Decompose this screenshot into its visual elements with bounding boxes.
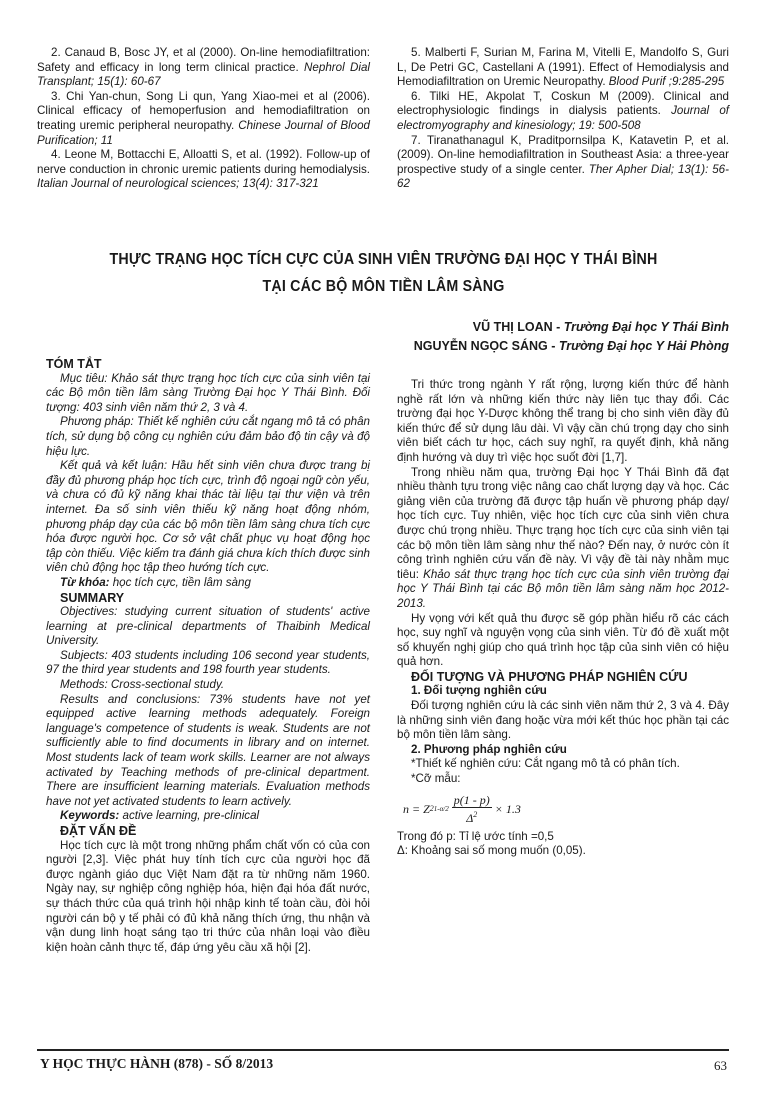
intro-paragraph-1: Học tích cực là một trong những phẩm chất vốn có của con người [2,3]. Việc phát huy tính tích cực của người học đã được ngành giáo dục Việt Nam đặt ra từ những năm 1960. Ngày nay, sự nghiệp công nghiệp hóa, hiện đại hóa đất nước, sự thách thức của quá trình hội nhập kinh tế toàn cầu, đòi hỏi người cán bộ y tế phải có đủ khả năng thích ứng, thu nhận và vận dung linh hoạt sáng tạo tri thức của nhân loại vào điều kiện hoàn cảnh thực tế, đáp ứng yêu cầu xã hội [2].: [46, 838, 370, 954]
summary-subjects: Subjects: 403 students including 106 second year students, 97 the third year students and 198 fourth year students.: [46, 648, 370, 677]
methods-design: *Thiết kế nghiên cứu: Cắt ngang mô tả có phân tích.: [411, 757, 680, 771]
formula-fraction: $\frac{p(1 - p)}{\Delta^2}$: [453, 792, 490, 826]
footer-journal-name: Y HỌC THỰC HÀNH (878) - SỐ 8/2013: [40, 1056, 274, 1071]
reference-item: 4. Leone M, Bottacchi E, Alloatti S, et al. (1992). Follow-up of nerve conduction in chronic uremic patients during hemodialysis. Italian Journal of neurological sciences; 13(4): 317-321: [37, 148, 370, 191]
abstract-keywords: Từ khóa: học tích cực, tiền lâm sàng: [60, 575, 251, 589]
methods-sample: *Cỡ mẫu:: [411, 772, 461, 786]
reference-item: 5. Malberti F, Surian M, Farina M, Vitelli E, Mandolfo S, Guri L, De Petri GC, Castellani A (1991). Effect of Hemodialysis and Hemodiafiltration on Uremic Neuropathy. Blood Purif ;9:285-295: [397, 46, 729, 89]
intro-paragraph-4: Hy vọng với kết quả thu được sẽ góp phần hiểu rõ các cách học, suy nghĩ và nguyện vọng của sinh viên. Từ đó đề xuất một số khuyến nghị giúp cho quá trình học tập của sinh viên có hiệu quả hơn.: [397, 611, 729, 669]
title-line-1: THỰC TRẠNG HỌC TÍCH CỰC CỦA SINH VIÊN TRƯỜNG ĐẠI HỌC Y THÁI BÌNH: [109, 251, 658, 268]
author-list: [309, 318, 729, 356]
abstract-results: Kết quả và kết luận: Hầu hết sinh viên chưa được trang bị đầy đủ phương pháp học tích cực, trình độ ngoại ngữ còn yếu, và chưa có đủ kỹ năng khai thác tài liệu tại thư viện và trên internet. Đa số sinh viên thiếu kỹ năng hoạt động nhóm, phương pháp dạy của các bộ môn tiền lâm sàng chưa tích cực hóa được người học. Cơ sở vật chất phục vụ hoạt động học tập còn thiếu. Việc kiểm tra đánh giá chưa kích thích được sinh viên chủ động học tập theo hướng tích cực.: [46, 459, 371, 575]
formula-where-p: Trong đó p: Tỉ lệ ước tính =0,5: [397, 829, 554, 843]
title-line-2: TẠI CÁC BỘ MÔN TIỀN LÂM SÀNG: [262, 278, 505, 295]
page-number: 63: [714, 1058, 727, 1073]
abstract-vi-heading: TÓM TẮT: [46, 357, 102, 371]
reference-item: 7. Tiranathanagul K, Praditpornsilpa K, Katavetin P, et al. (2009). On-line hemodiafiltration in Southeast Asia: a three-year prospective study of a single center. Ther Apher Dial; 13(1): 56-62: [397, 133, 729, 191]
methods-subheading-2: 2. Phương pháp nghiên cứu: [411, 742, 567, 756]
intro-paragraph-2: Tri thức trong ngành Y rất rộng, lượng kiến thức để hành nghề rất lớn và những kiến thức này liên tục thay đổi. Các trường đại học Y-Dược không thể trang bị cho sinh viên đầy đủ kiến thức để sử dụng lâu dài. Vì vậy cần chú trọng dạy cho sinh viên biết cách tư học, cách suy nghĩ, ra quyết định, khả năng định hướng và duy trì việc học suốt đời [1,7].: [397, 378, 729, 464]
footer-divider: [37, 1049, 729, 1051]
author-2: NGUYỄN NGỌC SÁNG - Trường Đại học Y Hải Phòng: [413, 339, 729, 353]
references-left: [37, 46, 370, 192]
abstract-methods: Phương pháp: Thiết kế nghiên cứu cắt ngang mô tả có phân tích, sử dụng bộ công cụ nghiên cứu đảm bảo độ tin cậy và độ hiệu lực.: [46, 415, 370, 458]
reference-item: 6. Tilki HE, Akpolat T, Coskun M (2009). Clinical and electrophysiologic findings in dialysis patients. Journal of electromyography and kinesiology; 19: 500-508: [397, 89, 729, 132]
reference-item: 3. Chi Yan-chun, Song Li qun, Yang Xiao-mei et al (2006). Clinical efficacy of hemoperfusion and hemodiafiltration on treating uremic peripheral neuropathy. Chinese Journal of Blood Purification; 11: [37, 89, 370, 147]
intro-paragraph-3: Trong nhiều năm qua, trường Đại học Y Thái Bình đã đạt nhiều thành tựu trong việc nâng cao chất lượng dạy và học. Các giảng viên của trường đã được tập huấn về phương pháp dạy/ học tích cực. Tuy nhiên, việc học tích cực của sinh viên chưa được chú trọng nhiều. Thực trạng học tích cực của sinh viên tại các bộ môn tiền lâm sàng như thế nào? Đến nay, ở nước còn ít công trình nghiên cứu vấn đề này. Vì vậy đề tài này nhằm mục tiêu: Khảo sát thực trạng học tích cực của sinh viên trường đại học Y Thái Bình tại các Bộ môn tiền lâm sàng năm học 2012-2013.: [397, 465, 729, 610]
reference-item: 2. Canaud B, Bosc JY, et al (2000). On-line hemodiafiltration: Safety and efficacy in long term clinical practice. Nephrol Dial Transplant; 15(1): 60-67: [37, 46, 370, 89]
methods-heading: ĐỐI TƯỢNG VÀ PHƯƠNG PHÁP NGHIÊN CỨU: [411, 669, 688, 684]
methods-subjects-text: Đối tượng nghiên cứu là các sinh viên năm thứ 2, 3 và 4. Đây là những sinh viên đang hoặc vừa mới kết thúc học phần tại các bộ môn tiền lâm sàng.: [397, 699, 729, 742]
sample-size-formula: n = Z 2 1-α/2 $\frac{p(1 - p)}{\Delta^2}$ × 1.3: [403, 792, 521, 826]
left-column: [46, 357, 370, 955]
references-right: [397, 46, 729, 192]
intro-heading: ĐẶT VẤN ĐỀ: [60, 824, 137, 838]
author-1: VŨ THỊ LOAN - Trường Đại học Y Thái Bình: [472, 320, 729, 334]
summary-results: Results and conclusions: 73% students have not yet equipped active learning methods adequately. Foreign language's competence of students is weak. Students are not sufficiently able to find documents in library and on internet. Most students lack of team work skills. Learner are not always activated by Teaching methods of pre-clinical department. There are insufficient learning materials. Evaluation methods have not yet activated students to learn actively.: [46, 692, 370, 808]
article-title: [67, 246, 699, 300]
summary-keywords: Keywords: active learning, pre-clinical: [60, 809, 260, 823]
methods-subheading-1: 1. Đối tượng nghiên cứu: [411, 684, 547, 698]
right-column: [397, 378, 729, 859]
formula-where-delta: Δ: Khoảng sai số mong muốn (0,05).: [397, 844, 586, 858]
summary-methods: Methods: Cross-sectional study.: [60, 678, 225, 692]
summary-objectives: Objectives: studying current situation of students' active learning at pre-clinical departments of Thaibinh Medical University.: [46, 605, 370, 648]
abstract-objective: Mục tiêu: Khảo sát thực trạng học tích cực của sinh viên tại các Bộ môn tiền lâm sàng Trường Đại học Y Thái Bình. Đối tượng: 403 sinh viên năm thứ 2, 3 và 4.: [46, 371, 370, 414]
abstract-en-heading: SUMMARY: [60, 590, 125, 605]
